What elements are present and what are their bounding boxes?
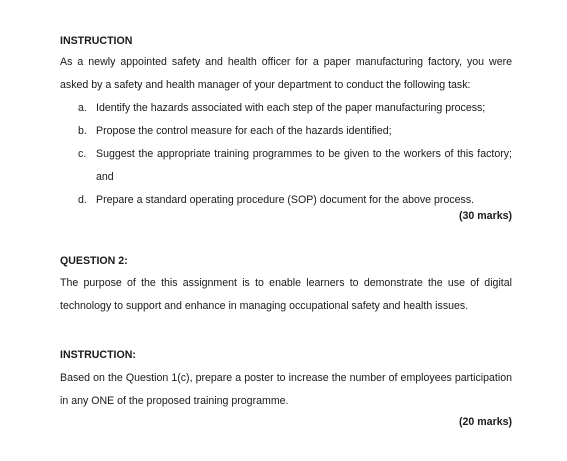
task-item-c [60, 143, 512, 189]
instruction2-text: Based on the Question 1(c), prepare a poster to increase the number of employees participation in any ONE of the proposed training programme. [60, 372, 512, 407]
question2-heading: QUESTION 2: [60, 255, 128, 267]
assignment-document [60, 0, 512, 461]
section3-marks: (20 marks) [459, 416, 512, 428]
section1-marks: (30 marks) [459, 210, 512, 222]
task-marker-b: b. [78, 125, 87, 137]
instruction-intro: As a newly appointed safety and health officer for a paper manufacturing factory, you were asked by a safety and health manager of your department to conduct the following task: [60, 56, 512, 91]
task-text-c: Suggest the appropriate training programmes to be given to the workers of this factory; and [96, 148, 512, 183]
task-text-b: Propose the control measure for each of the hazards identified; [96, 125, 392, 137]
task-marker-d: d. [78, 194, 87, 206]
task-marker-a: a. [78, 102, 87, 114]
task-text-d: Prepare a standard operating procedure (SOP) document for the above process. [96, 194, 475, 206]
task-marker-c: c. [78, 148, 87, 160]
task-list [60, 97, 512, 212]
task-item-b [60, 120, 512, 143]
task-item-d [60, 189, 512, 212]
question2-text: The purpose of the this assignment is to enable learners to demonstrate the use of digital technology to support and enhance in managing occupational safety and health issues. [60, 277, 512, 312]
instruction-heading: INSTRUCTION [60, 35, 133, 47]
task-text-a: Identify the hazards associated with each step of the paper manufacturing process; [96, 102, 486, 114]
task-item-a [60, 97, 512, 120]
instruction2-heading: INSTRUCTION: [60, 349, 136, 361]
